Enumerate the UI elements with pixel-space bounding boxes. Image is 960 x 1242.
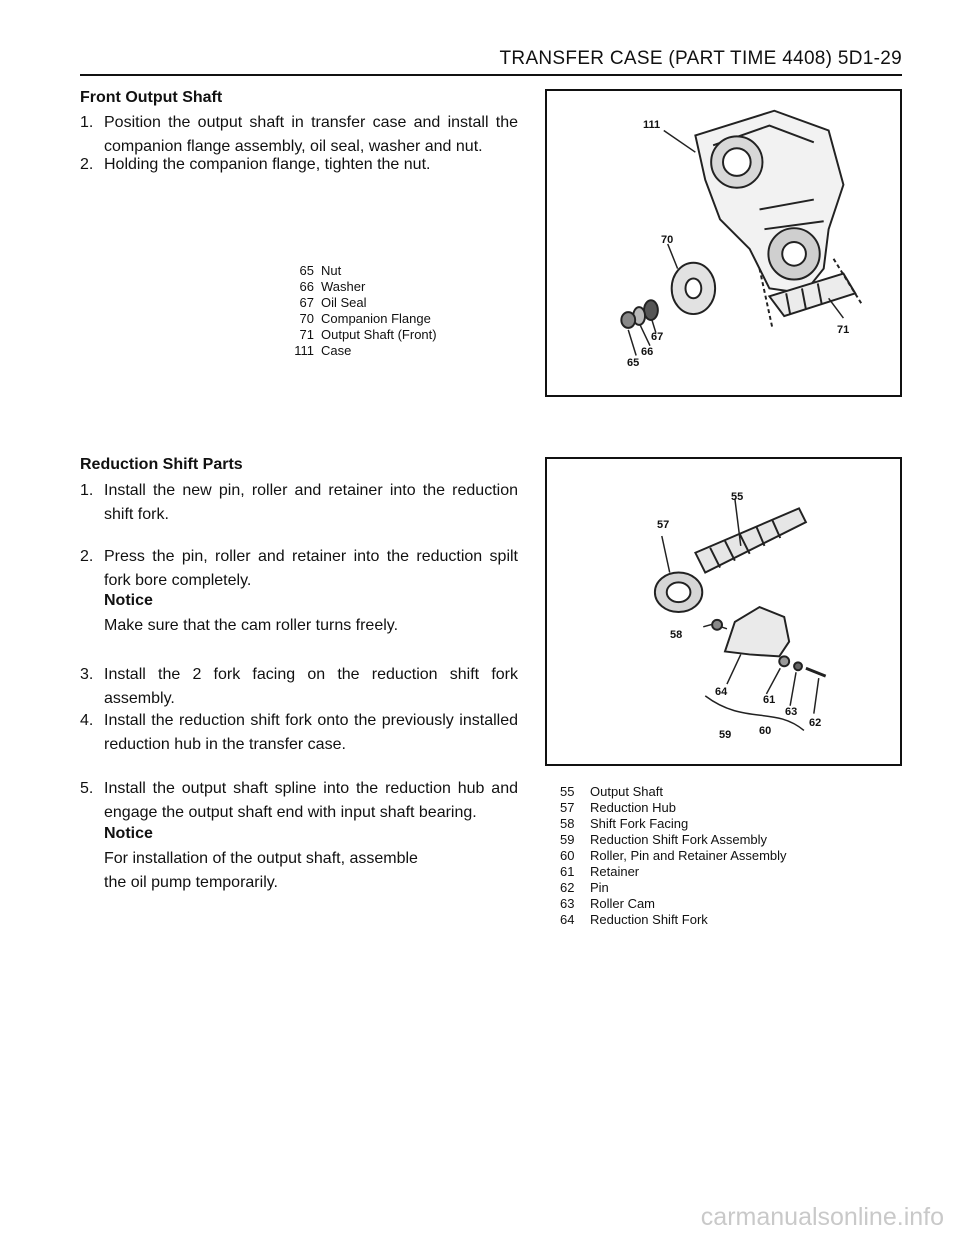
front-output-diagram (545, 89, 902, 397)
figure-label-63: 63 (785, 706, 798, 718)
figure-label-59: 59 (719, 729, 732, 741)
legend-row: 64 Reduction Shift Fork (560, 912, 708, 927)
reduction-shift-diagram (545, 457, 902, 766)
legend-row: 67 Oil Seal (299, 295, 367, 310)
figure-label-65: 65 (627, 357, 640, 369)
reduction-title: Reduction Shift Parts (80, 456, 243, 473)
legend-row: 58 Shift Fork Facing (560, 816, 689, 831)
legend-row: 60 Roller, Pin and Retainer Assembly (560, 848, 787, 863)
legend-row: 65 Nut (299, 263, 342, 278)
reduction-step-5: 5. Install the output shaft spline into the reduction hub and engage the output shaft end with input shaft bearing. (80, 780, 518, 821)
legend-row: 57 Reduction Hub (560, 800, 676, 815)
reduction-step-2: 2. Press the pin, roller and retainer into the reduction spilt fork bore completely. (80, 548, 518, 589)
figure-label-60: 60 (759, 725, 772, 737)
reduction-step-3: 3. Install the 2 fork facing on the reduction shift fork assembly. (80, 666, 518, 707)
legend-row: 71 Output Shaft (Front) (299, 327, 437, 342)
legend-row: 62 Pin (560, 880, 609, 895)
legend-row: 63 Roller Cam (560, 896, 656, 911)
figure-label-62: 62 (809, 717, 822, 729)
reduction-step-4: 4. Install the reduction shift fork onto the previously installed reduction hub in the transfer case. (80, 712, 518, 753)
reduction-shift-illustration (547, 459, 900, 764)
reduction-legend (560, 784, 787, 928)
figure-label-61: 61 (763, 694, 776, 706)
figure-label-64: 64 (715, 686, 728, 698)
page-title: TRANSFER CASE (PART TIME 4408) 5D1-29 (499, 48, 902, 69)
figure-label-111: 111 (643, 119, 661, 131)
legend-row: 70 Companion Flange (299, 311, 431, 326)
front-legend (283, 263, 437, 359)
legend-row: 59 Reduction Shift Fork Assembly (560, 832, 768, 847)
figure-label-57: 57 (657, 519, 670, 531)
notice-text: Make sure that the cam roller turns freely. (104, 617, 399, 634)
front-step-1: 1. Position the output shaft in transfer case and install the companion flange assembly, oil seal, washer and nut. (80, 114, 518, 155)
notice-heading: Notice (104, 592, 153, 609)
figure-label-66: 66 (641, 346, 654, 358)
legend-row: 66 Washer (299, 279, 366, 294)
legend-row: 111 Case (294, 343, 352, 358)
front-output-illustration (547, 91, 900, 395)
front-step-2: 2. Holding the companion flange, tighten the nut. (80, 156, 431, 173)
figure-label-55: 55 (731, 491, 744, 503)
legend-row: 55 Output Shaft (560, 784, 663, 799)
figure-label-67: 67 (651, 331, 664, 343)
front-output-title: Front Output Shaft (80, 89, 223, 106)
figure-label-58: 58 (670, 629, 683, 641)
figure-label-71: 71 (837, 324, 850, 336)
reduction-step-1: 1. Install the new pin, roller and retainer into the reduction shift fork. (80, 482, 518, 523)
watermark: carmanualsonline.info (700, 1203, 944, 1231)
notice-text: For installation of the output shaft, assemble (104, 850, 418, 867)
figure-label-70: 70 (661, 234, 674, 246)
notice-heading: Notice (104, 825, 153, 842)
notice-text: the oil pump temporarily. (104, 874, 278, 891)
legend-row: 61 Retainer (560, 864, 640, 879)
page-header (80, 48, 902, 76)
